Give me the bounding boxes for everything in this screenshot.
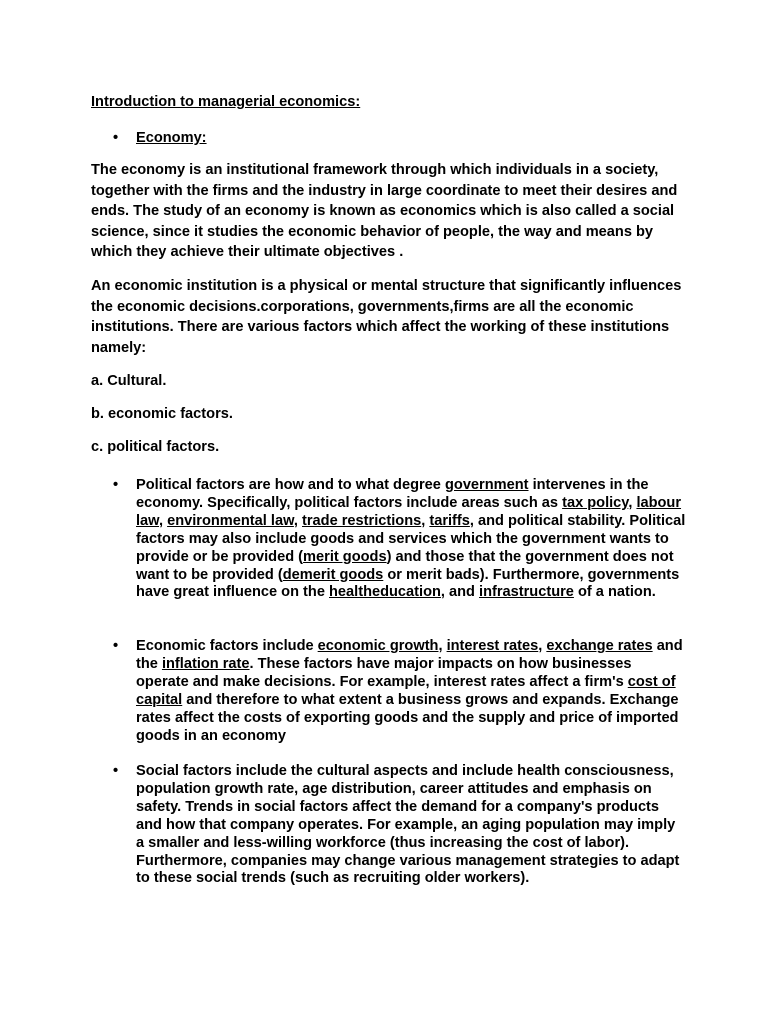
link-cost-of-capital[interactable]: cost of capital xyxy=(136,673,676,708)
economy-heading: Economy: xyxy=(136,130,207,146)
link-economic-growth[interactable]: economic growth xyxy=(317,638,439,654)
link-demerit-goods[interactable]: demerit goods xyxy=(282,566,384,583)
link-merit-goods[interactable]: merit goods xyxy=(303,548,387,565)
link-inflation-rate[interactable]: inflation rate xyxy=(161,655,250,672)
bullet-marker: • xyxy=(113,477,119,493)
link-tax-policy[interactable]: tax policy xyxy=(562,494,629,511)
link-trade-restrictions[interactable]: trade restrictions xyxy=(302,512,422,529)
factor-item-political: c. political factors. xyxy=(91,439,220,455)
economic-factors-paragraph: Economic factors include economic growth, interest rates, exchange rates and the inflation rate. These factors have major impacts on how businesses operate and make decisions. For example, interest rates affect a firm's cost of capital and therefore to what extent a business grows and expands. Exchange rates affect the costs of exporting goods and the supply and price of imported goods in an economy xyxy=(136,638,683,744)
link-healtheducation[interactable]: healtheducation xyxy=(329,584,441,601)
link-environmental-law[interactable]: environmental law xyxy=(167,512,294,529)
link-tariffs[interactable]: tariffs xyxy=(429,512,470,529)
link-government[interactable]: government xyxy=(444,477,529,493)
link-infrastructure[interactable]: infrastructure xyxy=(479,584,574,601)
social-factors-paragraph: Social factors include the cultural aspects and include health consciousness, population growth rate, age distribution, career attitudes and emphasis on safety. Trends in social factors affect the demand for a company's products and how that company operates. For example, an aging population may imply a smaller and less-willing workforce (thus increasing the cost of labor). Furthermore, companies may change various management strategies to adapt to these social trends (such as recruiting older workers). xyxy=(136,763,680,887)
factor-item-economic: b. economic factors. xyxy=(91,406,233,422)
link-interest-rates[interactable]: interest rates xyxy=(446,638,539,654)
factor-item-cultural: a. Cultural. xyxy=(91,373,167,389)
bullet-marker: • xyxy=(113,638,119,654)
bullet-marker: • xyxy=(113,763,119,779)
political-factors-paragraph: Political factors are how and to what degree government intervenes in the economy. Specifically, political factors include areas such as tax policy, labour law, environmental law, trade restrictions, tariffs, and political stability. Political factors may also include goods and services which the government wants to provide or be provided (merit goods) and those that the government does not want to be provided (demerit goods or merit bads). Furthermore, governments have great influence on the healtheducation, and infrastructure of a nation. xyxy=(136,477,686,601)
bullet-marker: • xyxy=(113,130,119,146)
institution-paragraph: An economic institution is a physical or mental structure that significantly influences the economic decisions.corporations, governments,firms are all the economic institutions. There are various factors which affect the working of these institutions namely: xyxy=(91,278,682,356)
link-labour-law[interactable]: labour law xyxy=(136,494,682,529)
economy-paragraph: The economy is an institutional framework through which individuals in a society, together with the firms and the industry in large coordinate to meet their desires and ends. The study of an economy is known as economics which is also called a social science, since it studies the economic behavior of people, the way and means by which they achieve their ultimate objectives . xyxy=(91,162,678,260)
page-title: Introduction to managerial economics: xyxy=(91,94,361,110)
link-exchange-rates[interactable]: exchange rates xyxy=(546,638,653,654)
